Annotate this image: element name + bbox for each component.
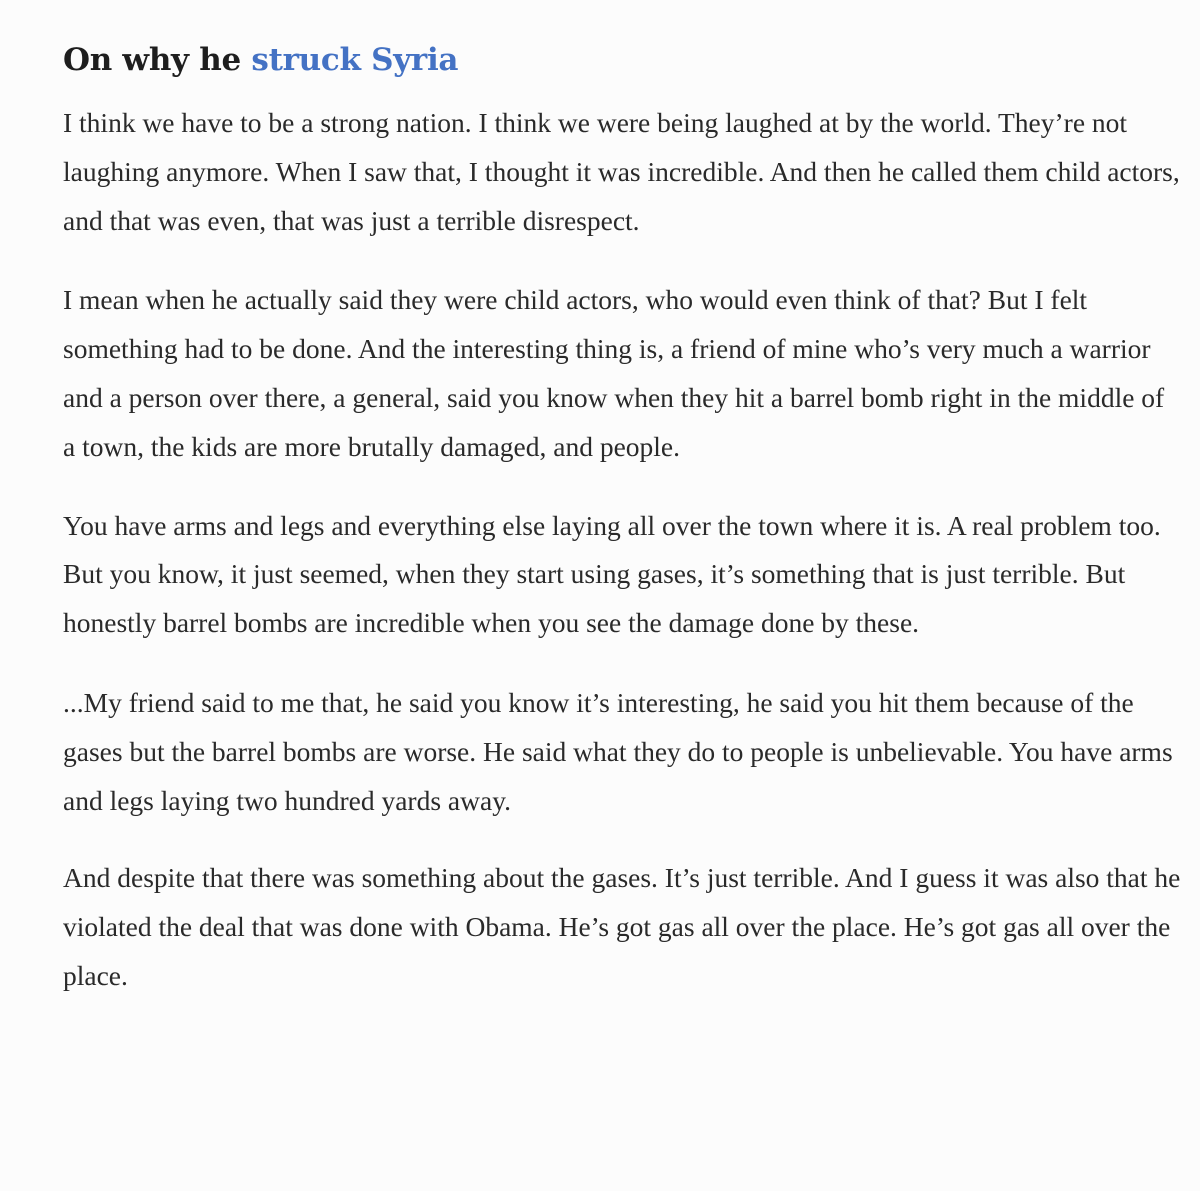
article-body: [63, 0, 1183, 1001]
heading-prefix: On why he: [63, 42, 252, 78]
paragraph-2: I mean when he actually said they were child actors, who would even think of that? But I felt something had to be done. And the interesting thing is, a friend of mine who’s very much a warrior and a person over there, a general, said you know when they hit a barrel bomb right in the middle of a town, the kids are more brutally damaged, and people.: [63, 284, 1165, 462]
paragraph-1: I think we have to be a strong nation. I think we were being laughed at by the world. They’re not laughing anymore. When I saw that, I thought it was incredible. And then he called them child actors, and that was even, that was just a terrible disrespect.: [63, 107, 1180, 236]
paragraph-4: ...My friend said to me that, he said you know it’s interesting, he said you hit them because of the gases but the barrel bombs are worse. He said what they do to people is unbelievable. You have arms and legs laying two hundred yards away.: [63, 686, 1173, 816]
paragraph-5: And despite that there was something about the gases. It’s just terrible. And I guess it was also that he violated the deal that was done with Obama. He’s got gas all over the place. He’s got gas all over the place.: [63, 862, 1181, 991]
section-heading: [63, 40, 1183, 80]
paragraph-3: You have arms and legs and everything else laying all over the town where it is. A real problem too. But you know, it just seemed, when they start using gases, it’s something that is just terrible. But honestly barrel bombs are incredible when you see the damage done by these.: [63, 509, 1161, 639]
struck-syria-link[interactable]: struck Syria: [251, 42, 459, 78]
